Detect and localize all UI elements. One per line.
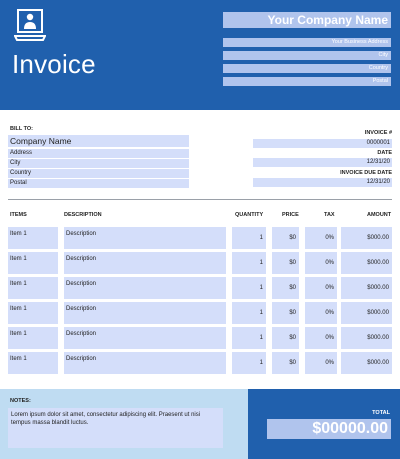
row-quantity-cell[interactable]: 1 (232, 352, 266, 374)
row-description-cell[interactable]: Description (64, 327, 226, 349)
column-header-quantity: QUANTITY (235, 212, 264, 218)
row-description-cell[interactable]: Description (64, 302, 226, 324)
row-item-cell[interactable]: Item 1 (8, 327, 58, 349)
row-quantity-cell[interactable]: 1 (232, 302, 266, 324)
bill-to-address-field[interactable]: Address (8, 149, 189, 158)
row-amount-cell[interactable]: $000.00 (341, 352, 392, 374)
invoice-title: Invoice (12, 49, 96, 79)
row-description-cell[interactable]: Description (64, 352, 226, 374)
row-item-cell[interactable]: Item 1 (8, 302, 58, 324)
column-header-price: PRICE (282, 212, 299, 218)
row-item-cell[interactable]: Item 1 (8, 227, 58, 249)
bill-to-postal-field[interactable]: Postal (8, 179, 189, 188)
row-description-cell[interactable]: Description (64, 227, 226, 249)
company-name-field[interactable]: Your Company Name (223, 12, 391, 28)
row-tax-cell[interactable]: 0% (305, 302, 337, 324)
row-item-cell[interactable]: Item 1 (8, 277, 58, 299)
row-tax-cell[interactable]: 0% (305, 327, 337, 349)
notes-field[interactable]: Lorem ipsum dolor sit amet, consectetur adipiscing elit. Praesent ut nisi tempus massa blandit luctus. (8, 408, 223, 448)
bill-to-city-field[interactable]: City (8, 159, 189, 168)
total-label: TOTAL (372, 410, 390, 416)
section-divider (8, 199, 392, 200)
row-amount-cell[interactable]: $000.00 (341, 302, 392, 324)
row-amount-cell[interactable]: $000.00 (341, 327, 392, 349)
date-field[interactable]: 12/31/20 (253, 158, 392, 167)
bill-to-name-field[interactable]: Company Name (8, 135, 189, 147)
company-country-field[interactable]: Country (223, 64, 391, 73)
bill-to-label: BILL TO: (10, 126, 34, 132)
row-price-cell[interactable]: $0 (272, 227, 299, 249)
row-price-cell[interactable]: $0 (272, 252, 299, 274)
row-quantity-cell[interactable]: 1 (232, 327, 266, 349)
invoice-number-field[interactable]: 0000001 (253, 139, 392, 148)
row-amount-cell[interactable]: $000.00 (341, 277, 392, 299)
total-value-field[interactable]: $00000.00 (267, 419, 391, 439)
column-header-description: DESCRIPTION (64, 212, 102, 218)
due-date-label: INVOICE DUE DATE (340, 170, 392, 176)
computer-user-icon (14, 8, 46, 42)
row-description-cell[interactable]: Description (64, 252, 226, 274)
row-description-cell[interactable]: Description (64, 277, 226, 299)
bill-to-country-field[interactable]: Country (8, 169, 189, 178)
row-item-cell[interactable]: Item 1 (8, 352, 58, 374)
invoice-number-label: INVOICE # (364, 130, 392, 136)
row-tax-cell[interactable]: 0% (305, 252, 337, 274)
column-header-amount: AMOUNT (367, 212, 392, 218)
row-price-cell[interactable]: $0 (272, 277, 299, 299)
row-price-cell[interactable]: $0 (272, 352, 299, 374)
company-postal-field[interactable]: Postal (223, 77, 391, 86)
row-quantity-cell[interactable]: 1 (232, 252, 266, 274)
row-quantity-cell[interactable]: 1 (232, 277, 266, 299)
row-amount-cell[interactable]: $000.00 (341, 227, 392, 249)
company-address-field[interactable]: Your Business Address (223, 38, 391, 47)
column-header-items: ITEMS (10, 212, 27, 218)
column-header-tax: TAX (324, 212, 335, 218)
company-city-field[interactable]: City (223, 51, 391, 60)
notes-label: NOTES: (10, 398, 31, 404)
row-tax-cell[interactable]: 0% (305, 227, 337, 249)
date-label: DATE (377, 150, 392, 156)
row-price-cell[interactable]: $0 (272, 327, 299, 349)
row-tax-cell[interactable]: 0% (305, 277, 337, 299)
row-amount-cell[interactable]: $000.00 (341, 252, 392, 274)
row-tax-cell[interactable]: 0% (305, 352, 337, 374)
row-item-cell[interactable]: Item 1 (8, 252, 58, 274)
row-price-cell[interactable]: $0 (272, 302, 299, 324)
due-date-field[interactable]: 12/31/20 (253, 178, 392, 187)
row-quantity-cell[interactable]: 1 (232, 227, 266, 249)
